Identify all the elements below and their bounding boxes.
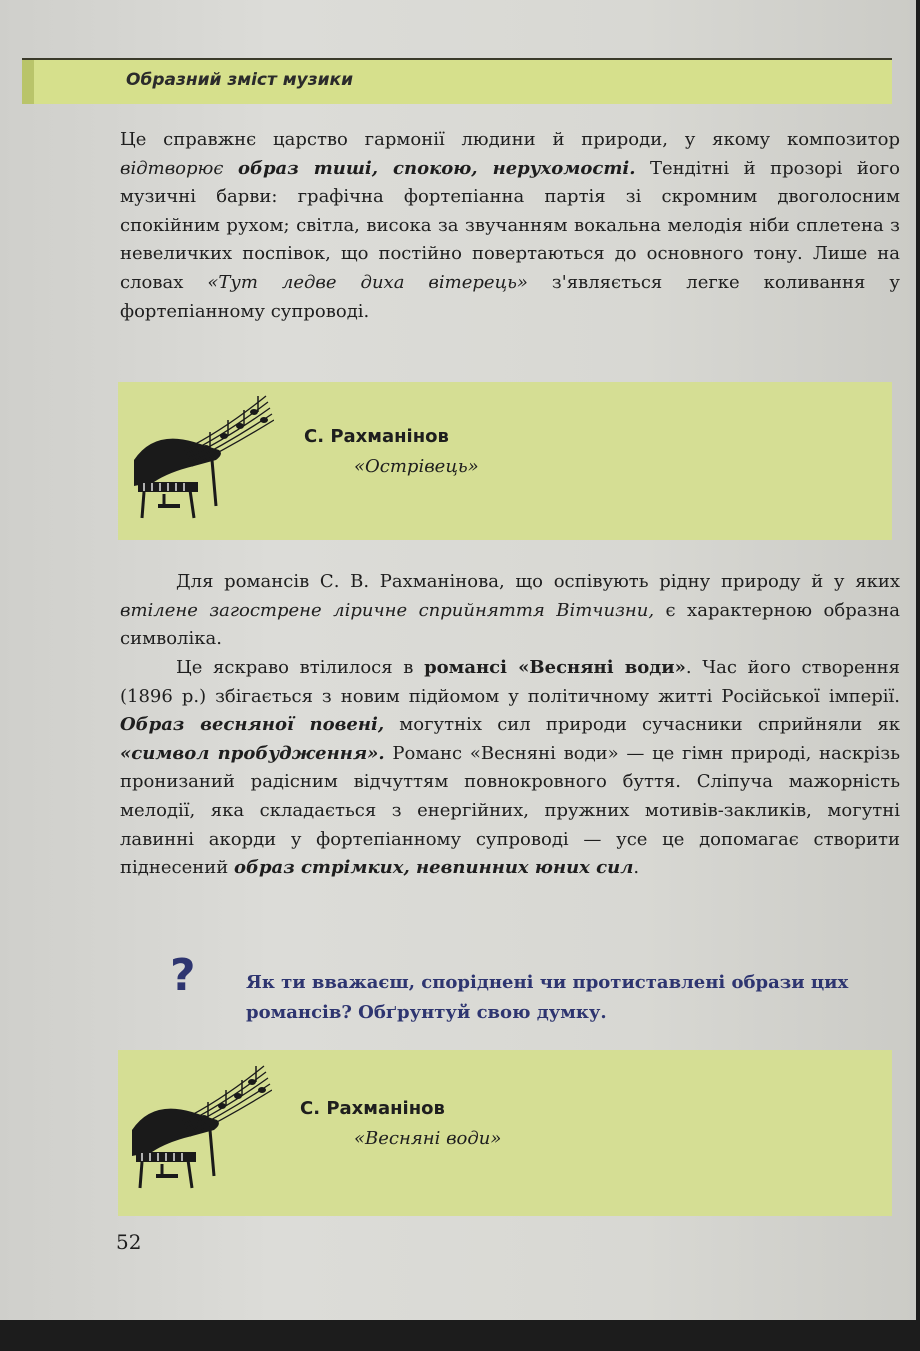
section-header — [22, 58, 892, 104]
listening-work-2: «Весняні води» — [354, 1128, 502, 1149]
section-title: Образний зміст музики — [126, 70, 353, 90]
listening-box-2 — [118, 1050, 892, 1216]
piano-notes-icon — [124, 390, 274, 530]
listening-composer-2: С. Рахманінов — [300, 1098, 445, 1119]
listening-box-1 — [118, 382, 892, 540]
paragraph-ostrivets: Це справжнє царство гармонії людини й природи, у якому композитор відтворює образ тиші, спокою, нерухомості. Тендітні й прозорі його музичні барви: графічна фортепіанна партія зі скромним двоголосним спокійним рухом; світла, висока за звучанням вокальна мелодія ніби сплетена з невеличких поспівок, що постійно повертаються до основного тону. Лише на словах «Тут ледве диха вітерець» з'являється легке коливання у фортепіанному супроводі. — [120, 129, 901, 322]
listening-work-1: «Острівець» — [354, 456, 479, 477]
paragraph-romances-intro: Для романсів С. В. Рахманінова, що оспівують рідну природу й у яких втілене загострене ліричне сприйняття Вітчизни, є характерною образна символіка. — [120, 571, 900, 650]
question-text: Як ти вважаєш, споріднені чи протиставлені образи цих романсів? Обґрунтуй свою думку. — [246, 972, 849, 1023]
listening-composer-1: С. Рахманінов — [304, 426, 449, 447]
header-tab-marker — [22, 60, 34, 104]
page-number: 52 — [116, 1230, 142, 1254]
question-icon: ? — [170, 950, 196, 1001]
paragraph-spring-waters: Це яскраво втілилося в романсі «Весняні води». Час його створення (1896 р.) збігається з новим підйомом у політичному житті Російської імперії. Образ весняної повені, могутніх сил природи сучасники сприйняли як «символ пробудження». Романс «Весняні води» — це гімн природі, наскрізь пронизаний радісним відчуттям повнокровного буття. Сліпуча мажорність мелодії, яка складається з енергійних, пружних мотивів-закликів, могутні лавинні акорди у фортепіанному супроводі — усе це допомагає створити піднесений образ стрімких, невпинних юних сил. — [120, 657, 901, 879]
piano-notes-icon — [122, 1060, 272, 1200]
